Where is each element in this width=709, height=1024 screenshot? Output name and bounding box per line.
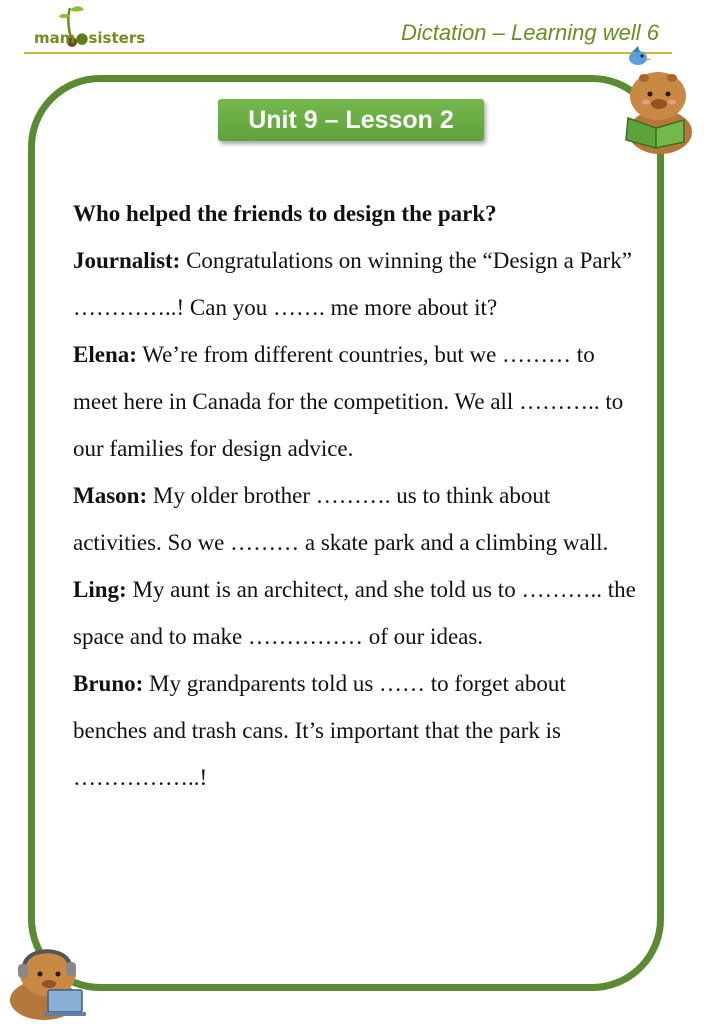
dialogue-line (73, 331, 643, 472)
dialogue-line (73, 566, 643, 660)
speaker-name: Journalist: (73, 248, 181, 273)
brand-logo (24, 2, 146, 54)
capybara-laptop-icon (4, 938, 94, 1022)
speaker-name: Ling: (73, 577, 127, 602)
dialogue-text: My older brother ………. us to think about activities. So we ……… a skate park and a climbing wall. (73, 483, 609, 555)
header-title: Dictation – Learning well 6 (400, 20, 659, 45)
dialogue-line (73, 237, 643, 331)
header-divider (24, 52, 672, 54)
capybara-reading-icon (608, 44, 700, 158)
lesson-badge: Unit 9 – Lesson 2 (218, 99, 484, 141)
dictation-text (73, 190, 643, 801)
dialogue-text: We’re from different countries, but we ……… to meet here in Canada for the competition. We all ……….. to our families for design advice. (73, 342, 624, 461)
dialogue-text: My grandparents told us …… to forget about benches and trash cans. It’s important that the park is ……………..! (73, 671, 566, 790)
dialogue-text: Congratulations on winning the “Design a Park” …………..! Can you ……. me more about it? (73, 248, 632, 320)
dialogue-text: My aunt is an architect, and she told us to ……….. the space and to make …………… of our ideas. (73, 577, 636, 649)
question: Who helped the friends to design the park? (73, 201, 497, 226)
logo-text: mam●sisters (34, 29, 146, 47)
dialogue-line (73, 660, 643, 801)
speaker-name: Mason: (73, 483, 148, 508)
speaker-name: Bruno: (73, 671, 144, 696)
speaker-name: Elena: (73, 342, 137, 367)
dialogue-line (73, 472, 643, 566)
